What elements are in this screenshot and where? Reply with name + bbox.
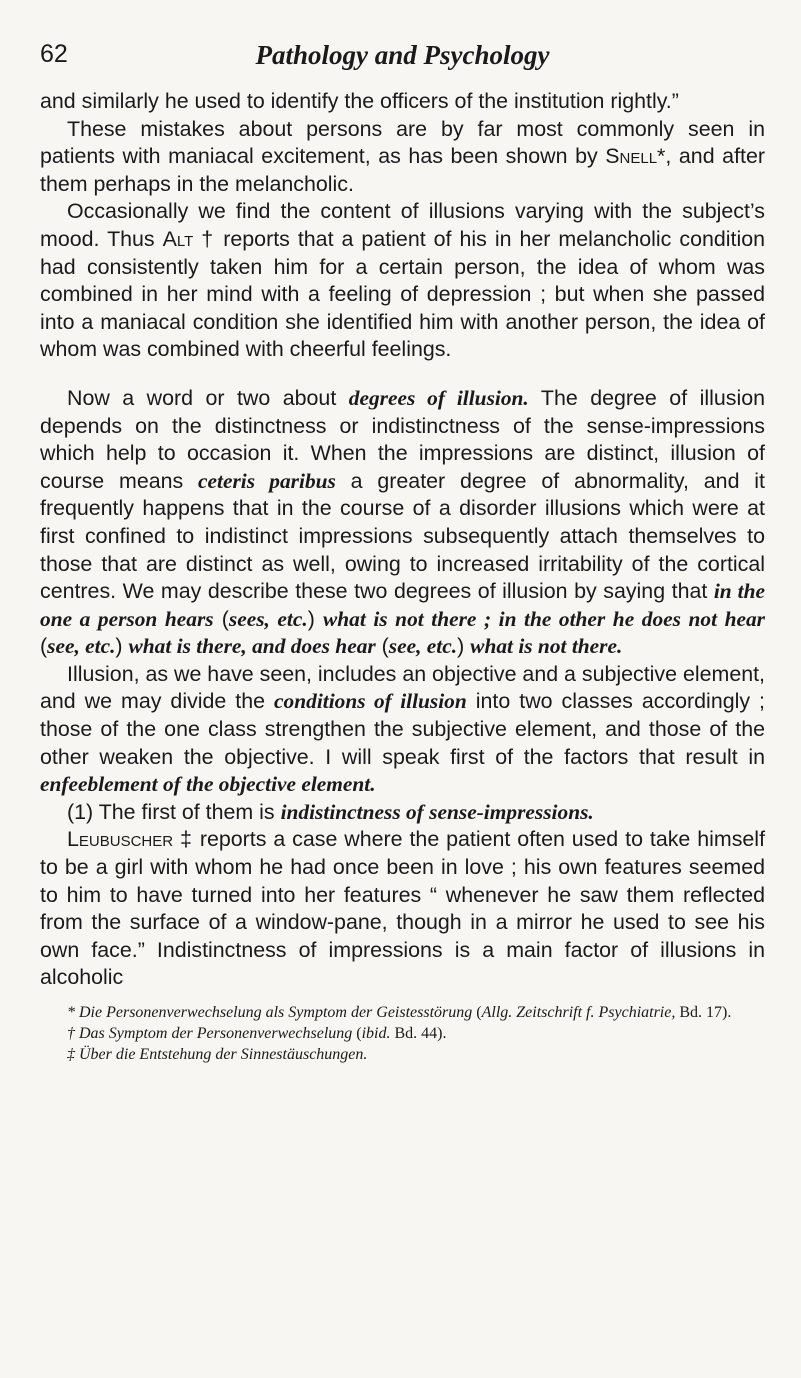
page-header [40,40,765,88]
author-leubuscher: Leubuscher ‡ [67,827,193,852]
page-number: 62 [40,40,68,68]
author-snell: Snell* [605,144,666,169]
section-gap [40,364,765,385]
body-text [40,88,765,992]
footnotes [40,1002,765,1065]
paragraph-6: (1) The first of them is indistinctness of sense-impressions. [67,799,594,824]
footnote-2: † Das Symptom der Personenverwechselung (ibid. Bd. 44). [67,1025,447,1042]
footnote-3: ‡ Über die Entstehung der Sinnestäuschungen. [67,1046,368,1063]
paragraph-2: These mistakes about persons are by far most commonly seen in patients with maniacal excitement, as has been shown by Snell*, and after them perhaps in the melancholic. [40,116,765,196]
paragraph-4: Now a word or two about degrees of illusion. The degree of illusion depends on the distinctness or indistinctness of the sense-impressions which help to occasion it. When the impressions are distinct, illusion of course means ceteris paribus a greater degree of abnormality, and it frequently happens that in the course of a disorder illusions which were at first confined to indistinct impressions subsequently attach themselves to those that are distinct as well, owing to increased irritability of the cortical centres. We may describe these two degrees of illusion by saying that in the one a person hears (sees, etc.) what is not there ; in the other he does not hear (see, etc.) what is there, and does hear (see, etc.) what is not there. [40,385,766,659]
paragraph-1: and similarly he used to identify the officers of the institution rightly.” [40,89,679,113]
book-page [40,40,765,1065]
footnote-1: * Die Personenverwechselung als Symptom der Geistesstörung (Allg. Zeitschrift f. Psychiatrie, Bd. 17). [67,1004,732,1021]
paragraph-3: Occasionally we find the content of illusions varying with the subject’s mood. Thus Alt † reports that a patient of his in her melancholic condition had consistently taken him for a certain person, the idea of whom was combined in her mind with a feeling of depression ; but when she passed into a maniacal condition she identified him with another person, the idea of whom was combined with cheerful feelings. [40,199,765,362]
paragraph-5: Illusion, as we have seen, includes an objective and a subjective element, and we may divide the conditions of illusion into two classes accordingly ; those of the one class strengthen the subjective element, and those of the other weaken the objective. I will speak first of the factors that result in enfeeblement of the objective element. [40,661,765,797]
paragraph-7: Leubuscher ‡ reports a case where the patient often used to take himself to be a girl with whom he had once been in love ; his own features seemed to him to have turned into her features “ whenever he saw them reflected from the surface of a window-pane, though in a mirror he used to see his own face.” Indistinctness of impressions is a main factor of illusions in alcoholic [40,827,766,990]
author-alt: Alt † [162,226,216,251]
running-title: Pathology and Psychology [255,40,550,70]
